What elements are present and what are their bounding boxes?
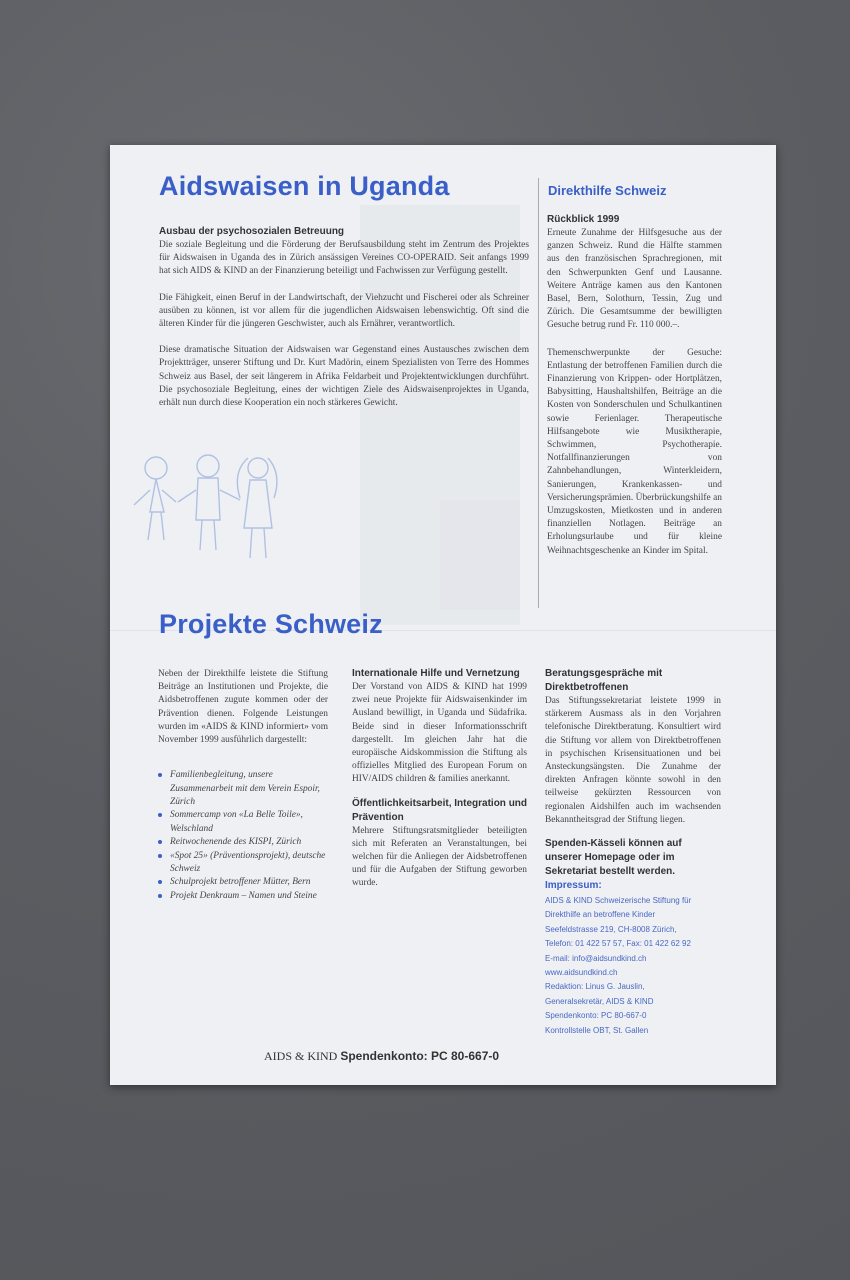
bullet-icon xyxy=(158,894,162,898)
beratung-paragraph: Das Stiftungssekretariat leistete 1999 in stärkerem Ausmass als in den Vorjahren telefonische Direktberatung. Konsultiert wird die Stiftung vor allem von Direktbetroffenen in psychischen Krisensituationen und bei Ansteckungsängsten. Die Zunahme der direkten Anfragen könnte sowohl in den teilweise gekürzten Ressourcen von regionalen Aidshilfen auch im wachsenden Bekanntheitsgrad der Stiftung liegen. xyxy=(545,696,721,825)
projekte-column-1 xyxy=(158,668,328,903)
impressum-email: E-mail: info@aidsundkind.ch xyxy=(545,953,647,963)
impressum-line: Direkthilfe an betroffene Kinder xyxy=(545,910,656,920)
projekte-intro: Neben der Direkthilfe leistete die Stiftung Beiträge an Institutionen und Projekte, die Aidsbetroffenen zugute kommen oder der Prävention dienen. Folgende Leistungen wurden im «AIDS & KIND informiert» vom November 1999 ausführlich dargestellt: xyxy=(158,669,328,746)
impressum-line: Spendenkonto: PC 80-667-0 xyxy=(545,1011,647,1021)
bullet-icon xyxy=(158,813,162,817)
impressum-line: Seefeldstrasse 219, CH-8008 Zürich, xyxy=(545,924,677,934)
impressum-line: Telefon: 01 422 57 57, Fax: 01 422 62 92 xyxy=(545,939,691,949)
oeffentlichkeit-paragraph: Mehrere Stiftungsratsmitglieder beteiligten sich mit Referaten an Veranstaltungen, bei welchen für die Anliegen der Aidsbetroffenen und für die Aufgaben der Stiftung geworben wurde. xyxy=(352,825,527,889)
brochure-page xyxy=(110,145,776,1085)
projekte-column-2 xyxy=(352,667,527,891)
uganda-article xyxy=(159,225,529,410)
impressum-line: Kontrollstelle OBT, St. Gallen xyxy=(545,1025,649,1035)
uganda-subhead: Ausbau der psychosozialen Betreuung xyxy=(159,226,345,237)
impressum-line: AIDS & KIND Schweizerische Stiftung für xyxy=(545,896,692,906)
direkthilfe-title: Direkthilfe Schweiz xyxy=(548,183,667,198)
oeffentlichkeit-subhead: Öffentlichkeitsarbeit, Integration und Prävention xyxy=(352,797,528,823)
direkthilfe-column xyxy=(547,213,722,558)
bullet-icon xyxy=(158,880,162,884)
projekte-title: Projekte Schweiz xyxy=(159,609,383,639)
projekte-list xyxy=(158,769,328,903)
uganda-paragraph-1: Die soziale Begleitung und die Förderung der Berufsausbildung steht im Zentrum des Projektes für Aidswaisen in Uganda des in Zürich ansässigen Vereines CO-OPERAID. Seit anfangs 1999 hat sich AIDS & KIND an der Finanzierung beteiligt und Fachwissen zur Verfügung gestellt. xyxy=(159,240,529,277)
bullet-icon xyxy=(158,840,162,844)
list-item: Reitwochenende des KISPI, Zürich xyxy=(158,836,328,849)
spenden-note: Spenden-Kässeli können auf unserer Homepage oder im Sekretariat bestellt werden. xyxy=(545,838,682,878)
list-item: «Spot 25» (Präventionsprojekt), deutsche Schweiz xyxy=(158,850,328,877)
beratung-subhead: Beratungsgespräche mit Direktbetroffenen xyxy=(545,668,663,693)
children-drawing-illustration xyxy=(128,450,288,570)
list-item: Familienbegleitung, unsere Zusammenarbeit mit dem Verein Espoir, Zürich xyxy=(158,769,328,809)
international-paragraph: Der Vorstand von AIDS & KIND hat 1999 zwei neue Projekte für Aidswaisenkinder im Ausland bewilligt, in Uganda und Südafrika. Beide sind in dieser Informationsschrift dargestellt. Im gleichen Jahr hat die europäische Aidskommission die Stiftung als offizielles Mitglied des European Forum on HIV/AIDS children & families anerkannt. xyxy=(352,682,527,785)
impressum-block xyxy=(545,894,721,1038)
list-item: Schulprojekt betroffener Mütter, Bern xyxy=(158,876,328,889)
column-divider xyxy=(538,178,539,608)
main-title: Aidswaisen in Uganda xyxy=(159,171,450,201)
footer-spendenkonto xyxy=(264,1049,499,1064)
direkthilfe-paragraph-1: Erneute Zunahme der Hilfsgesuche aus der ganzen Schweiz. Rund die Hälfte stammen aus den französischen Sprachregionen, mit den Schwerpunkten Genf und Lausanne. Weitere Anträge kamen aus den Kantonen Basel, Bern, Solothurn, Tessin, Zug und Zürich. Die Gesamtsumme der bewilligten Gesuche betrug rund Fr. 110 000.–. xyxy=(547,228,722,331)
list-item: Projekt Denkraum – Namen und Steine xyxy=(158,890,328,903)
impressum-title: Impressum: xyxy=(545,880,602,892)
bullet-icon xyxy=(158,854,162,858)
ghost-block xyxy=(440,500,520,610)
impressum-line: Redaktion: Linus G. Jauslin, xyxy=(545,982,645,992)
list-item: Sommercamp von «La Belle Toile», Welschland xyxy=(158,809,328,836)
uganda-paragraph-3: Diese dramatische Situation der Aidswaisen war Gegenstand eines Austausches zwischen dem Projektträger, unserer Stiftung und Dr. Kurt Madörin, einem Spezialisten von Terre des Hommes Schweiz aus Basel, der seit längerem in Afrika Feldarbeit und Projektentwicklungen durchführt. Die psychosoziale Begleitung, eines der wichtigen Ziele des Aidswaisenprojektes in Uganda, erhält nun durch diese Kooperation ein noch stärkeres Gewicht. xyxy=(159,345,529,409)
international-subhead: Internationale Hilfe und Vernetzung xyxy=(352,668,520,679)
uganda-paragraph-2: Die Fähigkeit, einen Beruf in der Landwirtschaft, der Viehzucht und Fischerei oder als Schreiner ausüben zu können, ist vor allem für die jugendlichen Aidswaisen lebenswichtig. Oft sind die älteren Kinder für die jüngeren Geschwister, auch als Ernährer, verantwortlich. xyxy=(159,292,529,330)
direkthilfe-paragraph-2: Themenschwerpunkte der Gesuche: Entlastung der betroffenen Familien durch die Finanzierung von Krippen- oder Hortplätzen, Babysitting, Haushaltshilfen, Beiträge an die Kosten von Sonderschulen und Schulkantinen sowie Ferienlager. Therapeutische Hilfsangebote wie Musiktherapie, Schwimmen, Psychotherapie. Notfallfinanzierungen von Zahnbehandlungen, Winterkleidern, Sanierungen, Krankenkassen- und Versicherungsprämien. Überbrückungshilfe an Umzugskosten, Mietkosten und in anderen finanziellen Notlagen. Beiträge an Erholungsurlaube und für kleine Weihnachtsgeschenke an Kinder im Spital. xyxy=(547,347,722,556)
bullet-icon xyxy=(158,773,162,777)
footer-account: Spendenkonto: PC 80-667-0 xyxy=(340,1049,500,1063)
projekte-column-3 xyxy=(545,667,721,1038)
impressum-website: www.aidsundkind.ch xyxy=(545,968,618,978)
direkthilfe-subhead: Rückblick 1999 xyxy=(547,214,620,225)
footer-org: AIDS & KIND xyxy=(264,1049,338,1063)
impressum-line: Generalsekretär, AIDS & KIND xyxy=(545,996,654,1006)
